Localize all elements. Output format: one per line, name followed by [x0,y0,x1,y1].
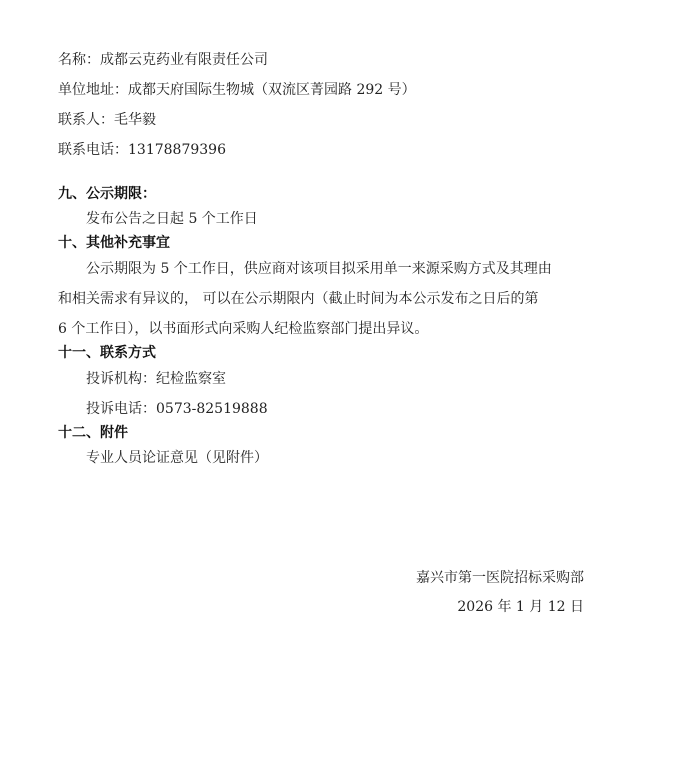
paragraph-line: 6 个工作日），以书面形式向采购人纪检监察部门提出异议。 [58,321,429,337]
supplier-name: 名称：成都云克药业有限责任公司 [58,52,268,68]
supplier-contact-person: 联系人：毛华毅 [58,112,156,128]
complaint-org: 投诉机构：纪检监察室 [86,371,226,387]
signature-org: 嘉兴市第一医院招标采购部 [416,570,584,586]
supplier-address: 单位地址：成都天府国际生物城（双流区菁园路 292 号） [58,82,416,98]
paragraph-line: 和相关需求有异议的， 可以在公示期限内（截止时间为本公示发布之日后的第 [58,291,539,307]
section-10-heading: 十、其他补充事宜 [58,235,170,251]
section-10-paragraph [58,259,592,349]
complaint-phone: 投诉电话：0573-82519888 [86,401,268,417]
section-12-body: 专业人员论证意见（见附件） [86,450,268,466]
section-11-heading: 十一、联系方式 [58,345,156,361]
supplier-phone: 联系电话：13178879396 [58,142,226,158]
section-9-heading: 九、公示期限： [58,186,156,202]
section-12-heading: 十二、附件 [58,425,128,441]
section-9-body: 发布公告之日起 5 个工作日 [86,211,258,227]
signature-date: 2026 年 1 月 12 日 [457,599,584,615]
paragraph-line: 公示期限为 5 个工作日，供应商对该项目拟采用单一来源采购方式及其理由 [86,261,552,277]
